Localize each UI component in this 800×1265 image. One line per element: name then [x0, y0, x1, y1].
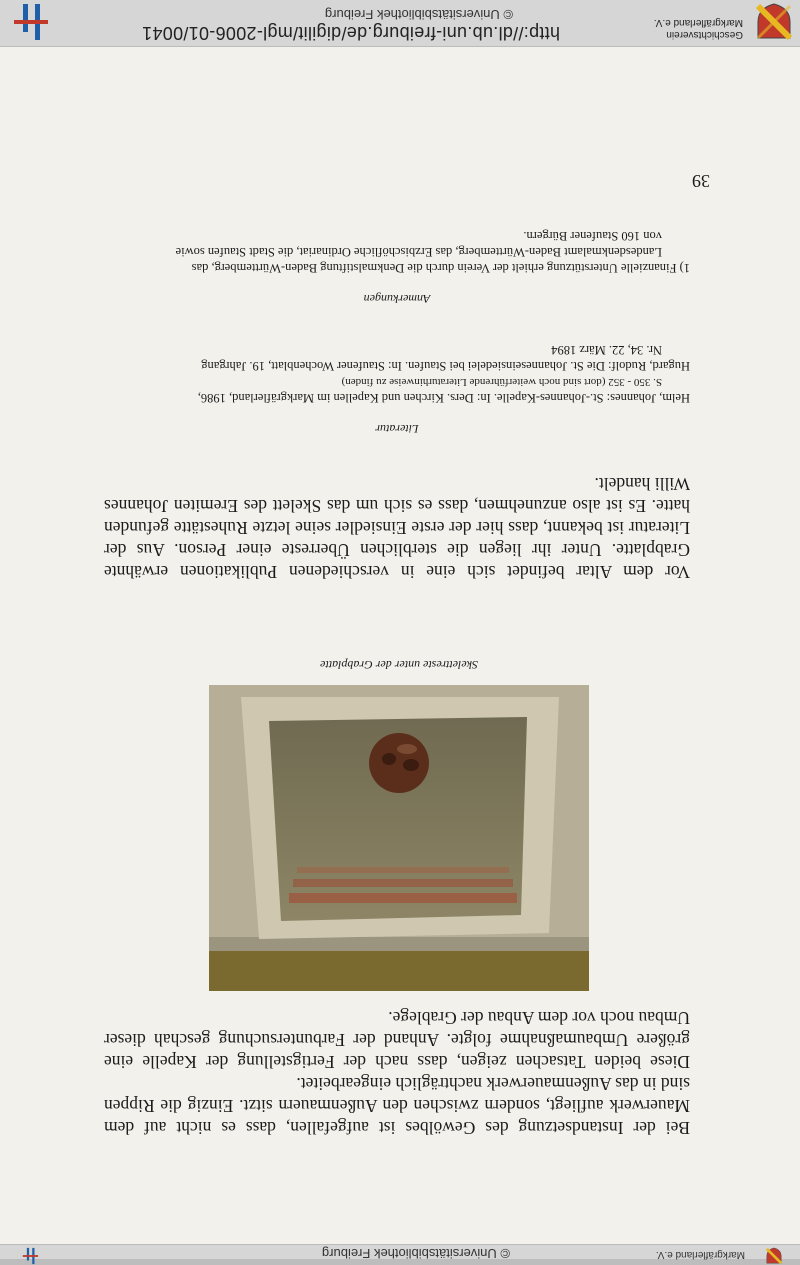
footer-society-line: Geschichtsverein [666, 29, 743, 40]
photo-caption: Skelettreste unter der Grabplatte [320, 658, 478, 672]
reference-line: S. 350 - 352 (dort sind noch weiterführende Literaturhinweise zu finden) [341, 376, 662, 388]
literature-reference [104, 342, 690, 374]
header-society: Markgräflerland e.V. [655, 1249, 745, 1260]
literature-heading: Literatur [375, 422, 419, 436]
footer-society-line: Markgräflerland e.V. [653, 17, 743, 28]
header-library: © Universitätsbibliothek Freiburg [321, 1246, 510, 1261]
society-shield-icon [754, 1247, 794, 1265]
notes-heading: Anmerkungen [363, 292, 431, 306]
footer-society [654, 16, 743, 40]
footnote-line: von 160 Staufener Bürgern. [523, 229, 662, 243]
reference-line: Helm, Johannes: St.-Johannes-Kapelle. In: Ders. Kirchen und Kapellen im Markgräflerland, 1986, [197, 391, 690, 405]
footer-url-link[interactable]: http://dl.ub.uni-freiburg.de/digilit/mgl-2006-01/0041 [141, 23, 560, 43]
literature-reference [104, 374, 690, 406]
footer-bar [0, 0, 800, 47]
footnote [104, 228, 690, 276]
ub-freiburg-logo-icon [10, 2, 50, 42]
top-bar-strip [0, 1244, 800, 1259]
ub-freiburg-logo-icon [10, 1247, 50, 1265]
paragraph-grave-slab: Vor dem Altar befindet sich eine in verschiedenen Publikationen erwähnte Grabplatte. Unter ihr liegen die sterblichen Überreste einer Person. Aus der Literatur ist bekannt, dass hier der erste Einsiedler seine letzte Ruhestätte gefunden hatte. Es ist also anzunehmen, dass es sich um das Skelett des Eremiten Johannes Willi handelt. [104, 474, 690, 582]
page-number: 39 [692, 171, 710, 191]
skeleton-photo [209, 685, 589, 991]
footnote-line: 1) Finanzielle Unterstützung erhielt der Verein durch die Denkmalstiftung Baden-Württemberg, das [191, 261, 690, 275]
footnote-line: Landesdenkmalamt Baden-Württemberg, das Erzbischöfliche Ordinariat, die Stadt Staufen sowie [175, 245, 662, 259]
reference-line: Hugard, Rudolf: Die St. Johanneseinsiedelei bei Staufen. In: Staufener Wochenblatt, 19. Jahrgang [201, 359, 690, 373]
paragraph-renovation: Diese beiden Tatsachen zeigen, dass nach der Fertigstellung der Kapelle eine größere Umbaumaßnahme folgte. Anhand der Farbuntersuchung geschah dieser Umbau noch vor dem Anbau der Grablege. [104, 1008, 690, 1072]
reference-line: Nr. 34, 22. März 1894 [551, 343, 662, 357]
society-shield-icon [754, 2, 794, 42]
footer-library: © Universitätsbibliothek Freiburg [324, 7, 513, 22]
paragraph-vault: Bei der Instandsetzung des Gewölbes ist aufgefallen, dass es nicht auf dem Mauerwerk aufliegt, sondern zwischen den Außenmauern sitzt. Einzig die Rippen sind in das Außenmauerwerk nachträglich eingearbeitet. [104, 1074, 690, 1138]
